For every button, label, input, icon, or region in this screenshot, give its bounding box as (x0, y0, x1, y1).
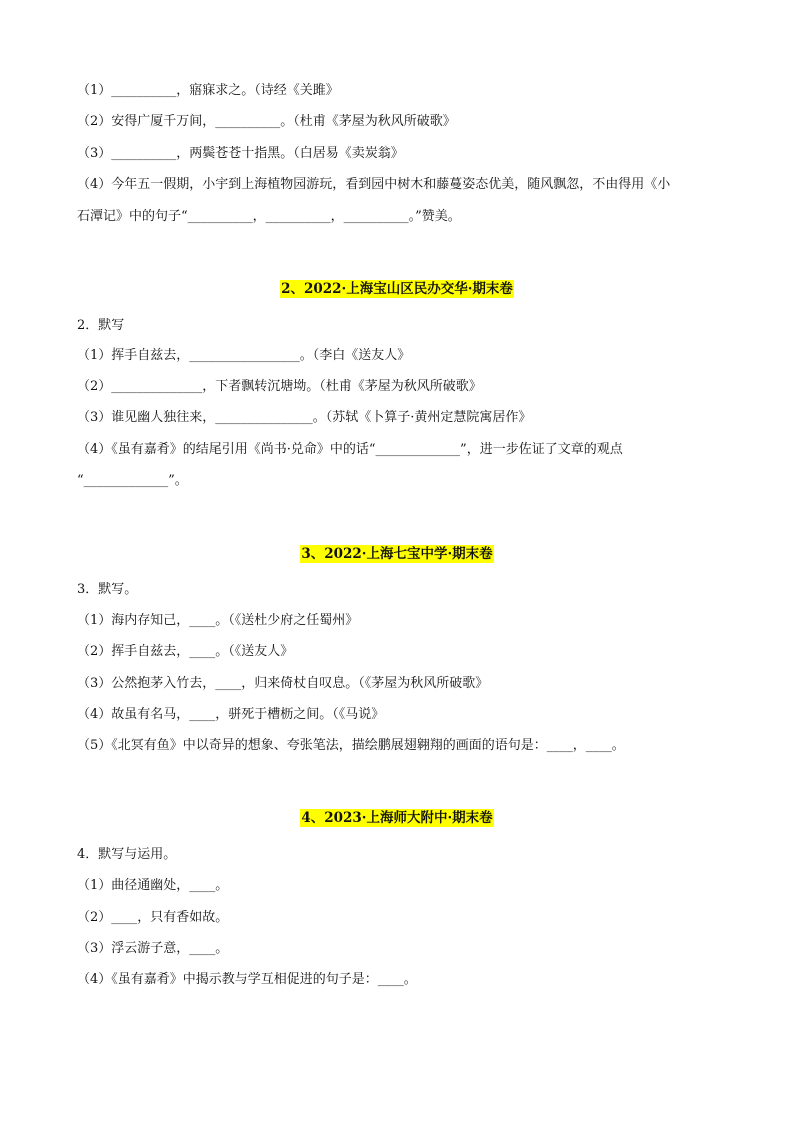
question-line: （3）公然抱茅入竹去，____，归来倚杖自叹息。（《茅屋为秋风所破歌》 (77, 676, 489, 691)
question-line: （2）____，只有香如故。 (77, 910, 229, 925)
question-line: （2）挥手自兹去，____。（《送友人》 (77, 644, 294, 659)
section-heading-wrap (0, 543, 794, 563)
question-line: （4）故虽有名马，____，骈死于槽枥之间。（《马说》 (77, 707, 385, 722)
question-stem: 3．默写。 (77, 582, 138, 597)
question-stem: 4．默写与运用。 (77, 847, 177, 862)
question-line: 石潭记》中的句子“__________，__________，__________。”赞美。 (77, 209, 461, 224)
question-line: （4）《虽有嘉肴》中揭示教与学互相促进的句子是：____。 (77, 972, 417, 987)
question-line: （3）__________，两鬓苍苍十指黑。（白居易《卖炭翁》 (77, 146, 404, 161)
question-line: （3）浮云游子意，____。 (77, 941, 229, 956)
question-stem: 2．默写 (77, 318, 125, 333)
question-line: （2）______________，下者飘转沉塘坳。（杜甫《茅屋为秋风所破歌》 (77, 379, 482, 394)
question-line: （4）《虽有嘉肴》的结尾引用《尚书·兑命》中的话“_____________”，进一步佐证了文章的观点 (77, 442, 623, 457)
section-heading-wrap (0, 807, 794, 827)
section-heading: 3、2022·上海七宝中学·期末卷 (301, 546, 493, 562)
question-line: （5）《北冥有鱼》中以奇异的想象、夸张笔法，描绘鹏展翅翱翔的画面的语句是：____，____。 (77, 738, 625, 753)
question-line: （1）曲径通幽处，____。 (77, 878, 229, 893)
section-heading: 2、2022·上海宝山区民办交华·期末卷 (281, 281, 513, 297)
question-line: （2）安得广厦千万间，__________。（杜甫《茅屋为秋风所破歌》 (77, 114, 456, 129)
section-heading: 4、2023·上海师大附中·期末卷 (301, 810, 493, 826)
question-line: （1）__________，寤寐求之。（诗经《关雎》 (77, 83, 339, 98)
section-heading-wrap (0, 278, 794, 298)
question-line: （1）海内存知己，____。（《送杜少府之任蜀州》 (77, 613, 359, 628)
question-line: （4）今年五一假期，小宇到上海植物园游玩，看到园中树木和藤蔓姿态优美，随风飘忽，不由得用《小 (77, 177, 671, 192)
question-line: “_____________”。 (77, 473, 188, 488)
question-line: （3）谁见幽人独往来，_______________。（苏轼《卜算子·黄州定慧院寓居作》 (77, 410, 532, 425)
question-line: （1）挥手自兹去，_________________。（李白《送友人》 (77, 348, 411, 363)
